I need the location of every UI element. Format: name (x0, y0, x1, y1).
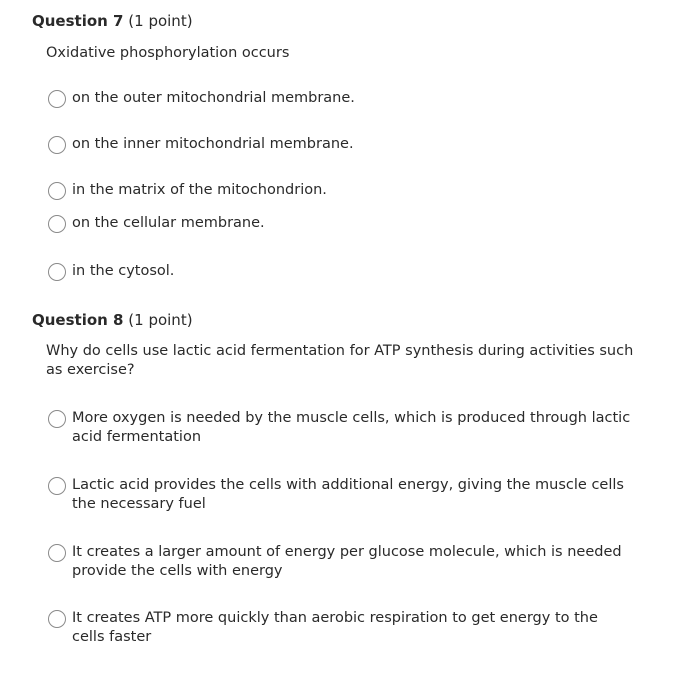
question-7-title (32, 12, 193, 30)
question-number: Question 8 (32, 311, 124, 329)
question-8-option-1[interactable] (48, 409, 648, 447)
option-label: It creates ATP more quickly than aerobic respiration to get energy to the cells faster (72, 610, 598, 645)
question-7-prompt: Oxidative phosphorylation occurs (46, 45, 290, 61)
question-7-option-1[interactable] (48, 89, 648, 108)
question-7-option-5[interactable] (48, 262, 648, 281)
question-7-option-3[interactable] (48, 181, 648, 200)
question-7-option-2[interactable] (48, 135, 648, 154)
question-7-option-4[interactable] (48, 214, 648, 233)
radio-button[interactable] (48, 544, 66, 562)
question-8-prompt: Why do cells use lactic acid fermentation for ATP synthesis during activities such as exercise? (46, 343, 634, 378)
option-label: More oxygen is needed by the muscle cells, which is produced through lactic acid fermentation (72, 410, 631, 445)
question-8-title (32, 311, 193, 329)
question-8-option-2[interactable] (48, 476, 648, 514)
radio-button[interactable] (48, 263, 66, 281)
radio-button[interactable] (48, 477, 66, 495)
option-label: on the outer mitochondrial membrane. (72, 90, 355, 106)
option-label: in the matrix of the mitochondrion. (72, 182, 327, 198)
question-points: (1 point) (128, 311, 193, 329)
radio-button[interactable] (48, 215, 66, 233)
option-label: It creates a larger amount of energy per glucose molecule, which is needed provide the cells with energy (72, 544, 622, 579)
radio-button[interactable] (48, 90, 66, 108)
question-8-option-3[interactable] (48, 543, 648, 581)
radio-button[interactable] (48, 410, 66, 428)
question-number: Question 7 (32, 12, 124, 30)
question-8-option-4[interactable] (48, 609, 648, 647)
radio-button[interactable] (48, 610, 66, 628)
option-label: on the cellular membrane. (72, 215, 265, 231)
radio-button[interactable] (48, 182, 66, 200)
question-points: (1 point) (128, 12, 193, 30)
option-label: in the cytosol. (72, 263, 175, 279)
option-label: Lactic acid provides the cells with additional energy, giving the muscle cells the necessary fuel (72, 477, 624, 512)
option-label: on the inner mitochondrial membrane. (72, 136, 354, 152)
radio-button[interactable] (48, 136, 66, 154)
